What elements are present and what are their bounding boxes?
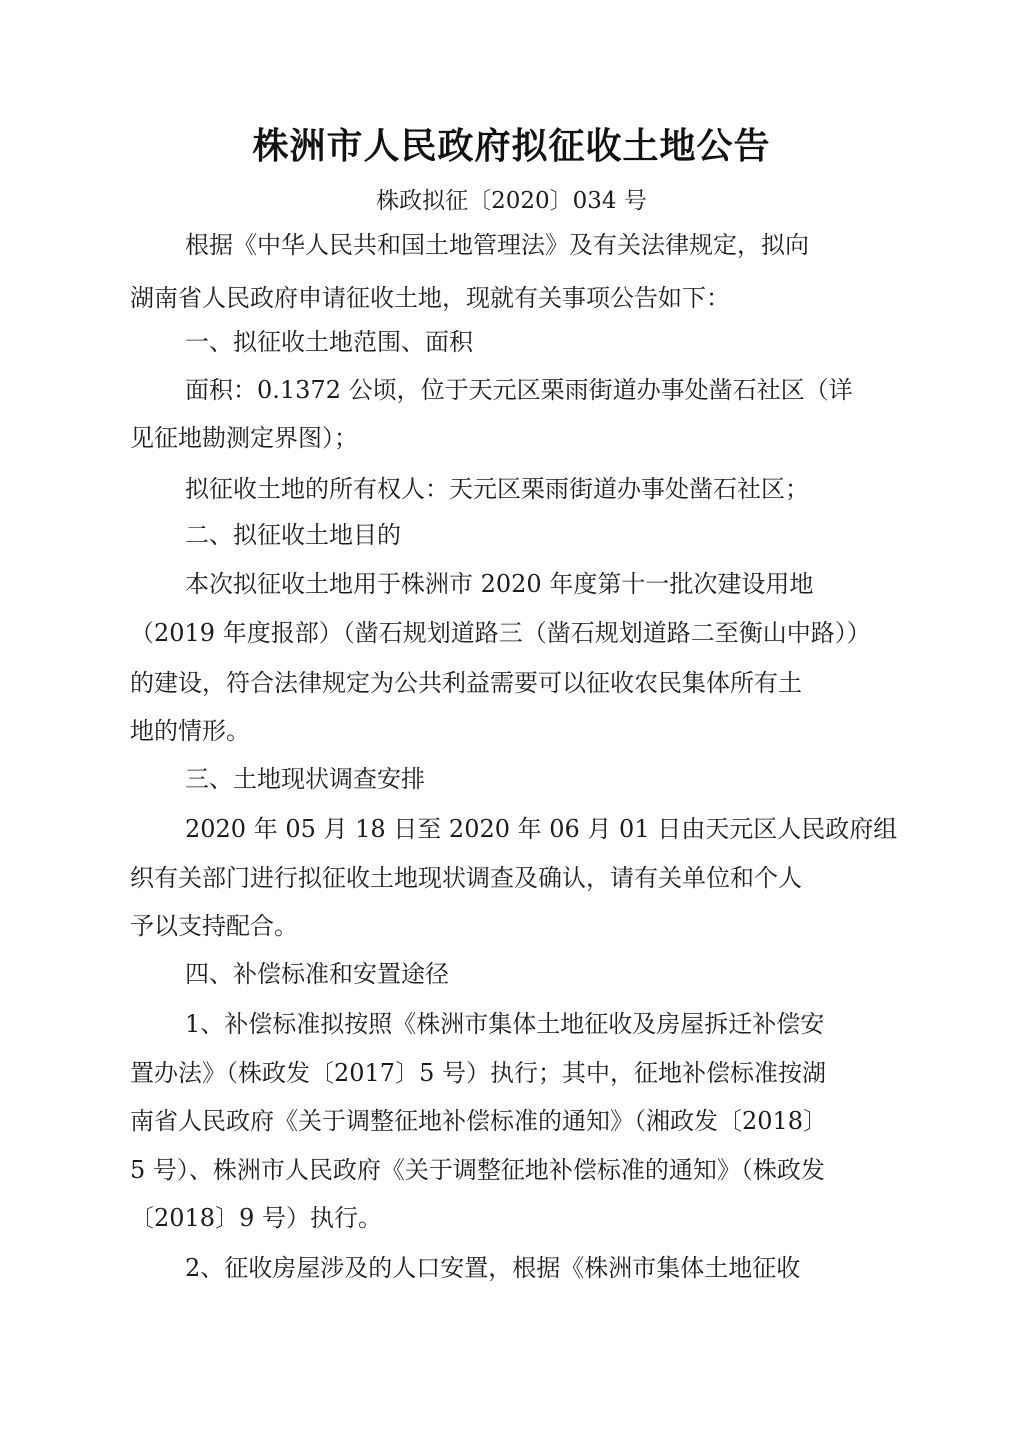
paragraph-line: 湖南省人民政府申请征收土地，现就有关事项公告如下： [130, 284, 730, 312]
paragraph-line: 予以支持配合。 [130, 912, 298, 940]
section-heading: 三、土地现状调查安排 [185, 765, 425, 793]
paragraph-line: （2019 年度报部）（凿石规划道路三（凿石规划道路二至衡山中路）） [130, 619, 871, 647]
paragraph-line: 5 号）、株洲市人民政府《关于调整征地补偿标准的通知》（株政发 [130, 1156, 825, 1184]
paragraph-line: 2020 年 05 月 18 日至 2020 年 06 月 01 日由天元区人民政府组 [185, 815, 898, 843]
paragraph-line: 地的情形。 [130, 717, 250, 745]
paragraph-line: 织有关部门进行拟征收土地现状调查及确认，请有关单位和个人 [130, 864, 802, 892]
section-heading: 一、拟征收土地范围、面积 [185, 328, 473, 356]
paragraph-line: 2、征收房屋涉及的人口安置，根据《株洲市集体土地征收 [185, 1254, 801, 1282]
paragraph-line: 本次拟征收土地用于株洲市 2020 年度第十一批次建设用地 [185, 570, 814, 598]
paragraph-line: 1、补偿标准拟按照《株洲市集体土地征收及房屋拆迁补偿安 [185, 1010, 825, 1038]
paragraph-line: 〔2018〕9 号）执行。 [130, 1204, 382, 1232]
paragraph-line: 根据《中华人民共和国土地管理法》及有关法律规定，拟向 [185, 231, 809, 259]
paragraph-line: 见征地勘测定界图）； [130, 424, 358, 452]
document-number: 株政拟征〔2020〕034 号 [376, 188, 647, 214]
section-heading: 四、补偿标准和安置途径 [185, 960, 449, 988]
paragraph-line: 南省人民政府《关于调整征地补偿标准的通知》（湘政发〔2018〕 [130, 1107, 828, 1135]
paragraph-line: 置办法》（株政发〔2017〕5 号）执行；其中，征地补偿标准按湖 [130, 1059, 826, 1087]
paragraph-line: 拟征收土地的所有权人：天元区栗雨街道办事处凿石社区； [185, 475, 809, 503]
paragraph-line: 的建设，符合法律规定为公共利益需要可以征收农民集体所有土 [130, 669, 802, 697]
document-title: 株洲市人民政府拟征收土地公告 [252, 125, 771, 167]
section-heading: 二、拟征收土地目的 [185, 521, 401, 549]
paragraph-line: 面积：0.1372 公顷，位于天元区栗雨街道办事处凿石社区（详 [185, 376, 853, 404]
